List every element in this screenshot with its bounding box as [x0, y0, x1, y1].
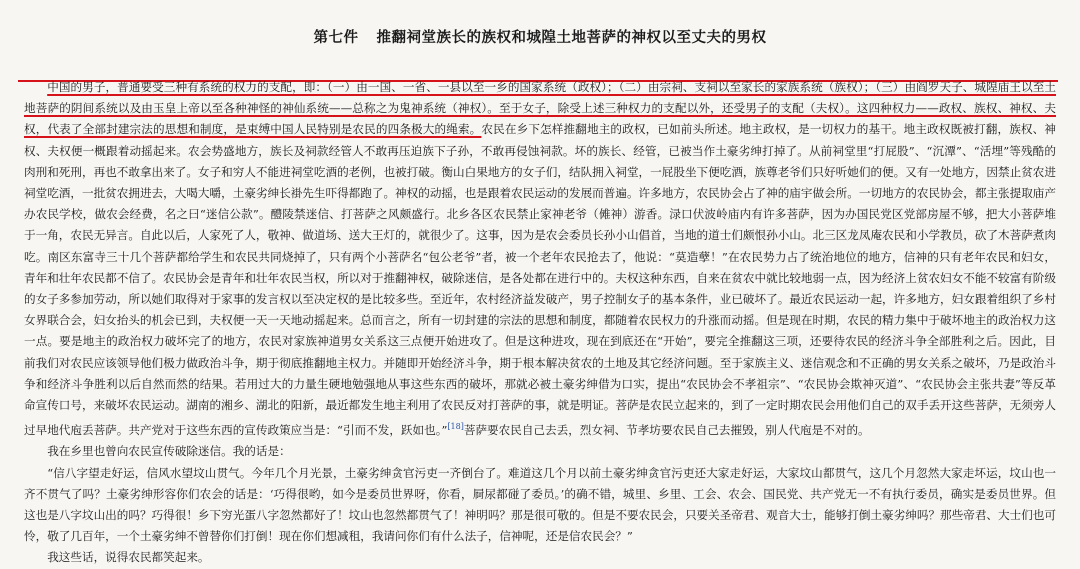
- paragraph-1: [24, 77, 1056, 441]
- paragraph-2: 我在乡里也曾向农民宣传破除迷信。我的话是：: [47, 444, 291, 459]
- paragraph-3: “信八字望走好运，信风水望坟山贯气。今年几个月光景，土豪劣绅贪官污吏一齐倒台了。难道这几个月以前土豪劣绅贪官污吏还大家走好运，大家坟山都贯气，这几个月忽然大家走坏运，坟山也一齐不贯气了吗？土豪劣绅形容你们农会的话是：‘巧得很哟，如今是委员世界呀，你看，屙尿都碰了委员。’的确不错，城里、乡里、工会、农会、国民党、共产党无一不有执行委员，确实是委员世界。但这也是八字坟山出的吗？巧得很！乡下穷光蛋八字忽然都好了！坟山也忽然都贯气了！神明吗？那是很可敬的。但是不要农民会，只要关圣帝君、观音大士，能够打倒土豪劣绅吗？那些帝君、大士们也可怜，敬了几百年，一个土豪劣绅不曾替你们打倒！现在你们想减租，我请问你们有什么法子，信神呢，还是信农民会？”: [24, 465, 1056, 544]
- chapter-number: 第七件: [313, 30, 359, 46]
- paragraph-1-tail: 菩萨要农民自己去丢，烈女祠、节孝坊要农民自己去摧毁，别人代庖是不对的。: [463, 423, 870, 438]
- paragraph-4: 我这些话，说得农民都笑起来。: [47, 550, 210, 565]
- chapter-heading: 推翻祠堂族长的族权和城隍土地菩萨的神权以至丈夫的男权: [376, 30, 767, 46]
- chapter-title: [24, 26, 1056, 47]
- footnote-link[interactable]: [18]: [447, 422, 464, 432]
- highlighted-passage: 中国的男子，普通要受三种有系统的权力的支配，即：（一）由一国、一省、一县以至一乡的国家系统（政权）；（二）由宗祠、支祠以至家长的家族系统（族权）；（三）由阎罗天子、城隍庙王以至土地菩萨的阴间系统以及由玉皇上帝以至各种神怪的神仙系统——总称之为鬼神系统（神权）。至于女子，除受上述三种权力的支配以外，还受男子的支配（夫权）。这四种权力——政权、族权、神权、夫权，代表了全部封建宗法的思想和制度，是束缚中国人民特别是农民的四条极大的绳索。: [24, 80, 1056, 137]
- paragraph-1-text: 农民在乡下怎样推翻地主的政权，已如前头所述。地主政权，是一切权力的基干。地主政权既被打翻，族权、神权、夫权便一概跟着动摇起来。农会势盛地方，族长及祠款经管人不敢再压迫族下子孙，不敢再侵蚀祠款。坏的族长、经管，已被当作土豪劣绅打掉了。从前祠堂里“打屁股”、“沉潭”、“活埋”等残酷的肉刑和死刑，再也不敢拿出来了。女子和穷人不能进祠堂吃酒的老例，也被打破。衡山白果地方的女子们，结队拥入祠堂，一屁股坐下便吃酒，族尊老爷们只好听她们的便。又有一处地方，因禁止贫农进祠堂吃酒，一批贫农拥进去，大喝大嚼，土豪劣绅长褂先生吓得都跑了。神权的动摇，也是跟着农民运动的发展而普遍。许多地方，农民协会占了神的庙宇做会所。一切地方的农民协会，都主张提取庙产办农民学校，做农会经费，名之曰“迷信公款”。醴陵禁迷信、打菩萨之风颇盛行。北乡各区农民禁止家神老爷（傩神）游香。渌口伏波岭庙内有许多菩萨，因为办国民党区党部房屋不够，把大小菩萨堆于一角，农民无异言。自此以后，人家死了人，敬神、做道场、送大王灯的，就很少了。这事，因为是农会委员长孙小山倡首，当地的道士们颇恨孙小山。北三区龙凤庵农民和小学教员，砍了木菩萨煮肉吃。南区东富寺三十几个菩萨都给学生和农民共同烧掉了，只有两个小菩萨名“包公老爷”者，被一个老年农民抢去了，他说：“莫造孽！”在农民势力占了统治地位的地方，信神的只有老年农民和妇女，青年和壮年农民都不信了。农民协会是青年和壮年农民当权，所以对于推翻神权，破除迷信，是各处都在进行中的。夫权这种东西，自来在贫农中就比较地弱一点，因为经济上贫农妇女不能不较富有阶级的女子多参加劳动，所以她们取得对于家事的发言权以至决定权的是比较多些。至近年，农村经济益发破产，男子控制女子的基本条件，业已破坏了。最近农民运动一起，许多地方，妇女跟着组织了乡村女界联合会，妇女抬头的机会已到，夫权便一天一天地动摇起来。总而言之，所有一切封建的宗法的思想和制度，都随着农民权力的升涨而动摇。但是现在时期，农民的精力集中于破坏地主的政治权力这一点。要是地主的政治权力破坏完了的地方，农民对家族神道男女关系这三点便开始进攻了。但是这种进攻，现在到底还在“开始”，要完全推翻这三项，还要待农民的经济斗争全部胜利之后。因此，目前我们对农民应该领导他们极力做政治斗争，期于彻底推翻地主权力。并随即开始经济斗争，期于根本解决贫农的土地及其它经济问题。至于家族主义、迷信观念和不正确的男女关系之破坏，乃是政治斗争和经济斗争胜利以后自然而然的结果。若用过大的力量生硬地勉强地从事这些东西的破坏，那就必被土豪劣绅借为口实，提出“农民协会不孝祖宗”、“农民协会欺神灭道”、“农民协会主张共妻”等反革命宣传口号，来破坏农民运动。湖南的湘乡、湖北的阳新，最近都发生地主利用了农民反对打菩萨的事，就是明证。菩萨是农民立起来的，到了一定时期农民会用他们自己的双手丢开这些菩萨，无须旁人过早地代庖丢菩萨。共产党对于这些东西的宣传政策应当是：“引而不发，跃如也。”: [24, 122, 1056, 438]
- document-body: [24, 77, 1056, 569]
- document-page: [24, 18, 1056, 569]
